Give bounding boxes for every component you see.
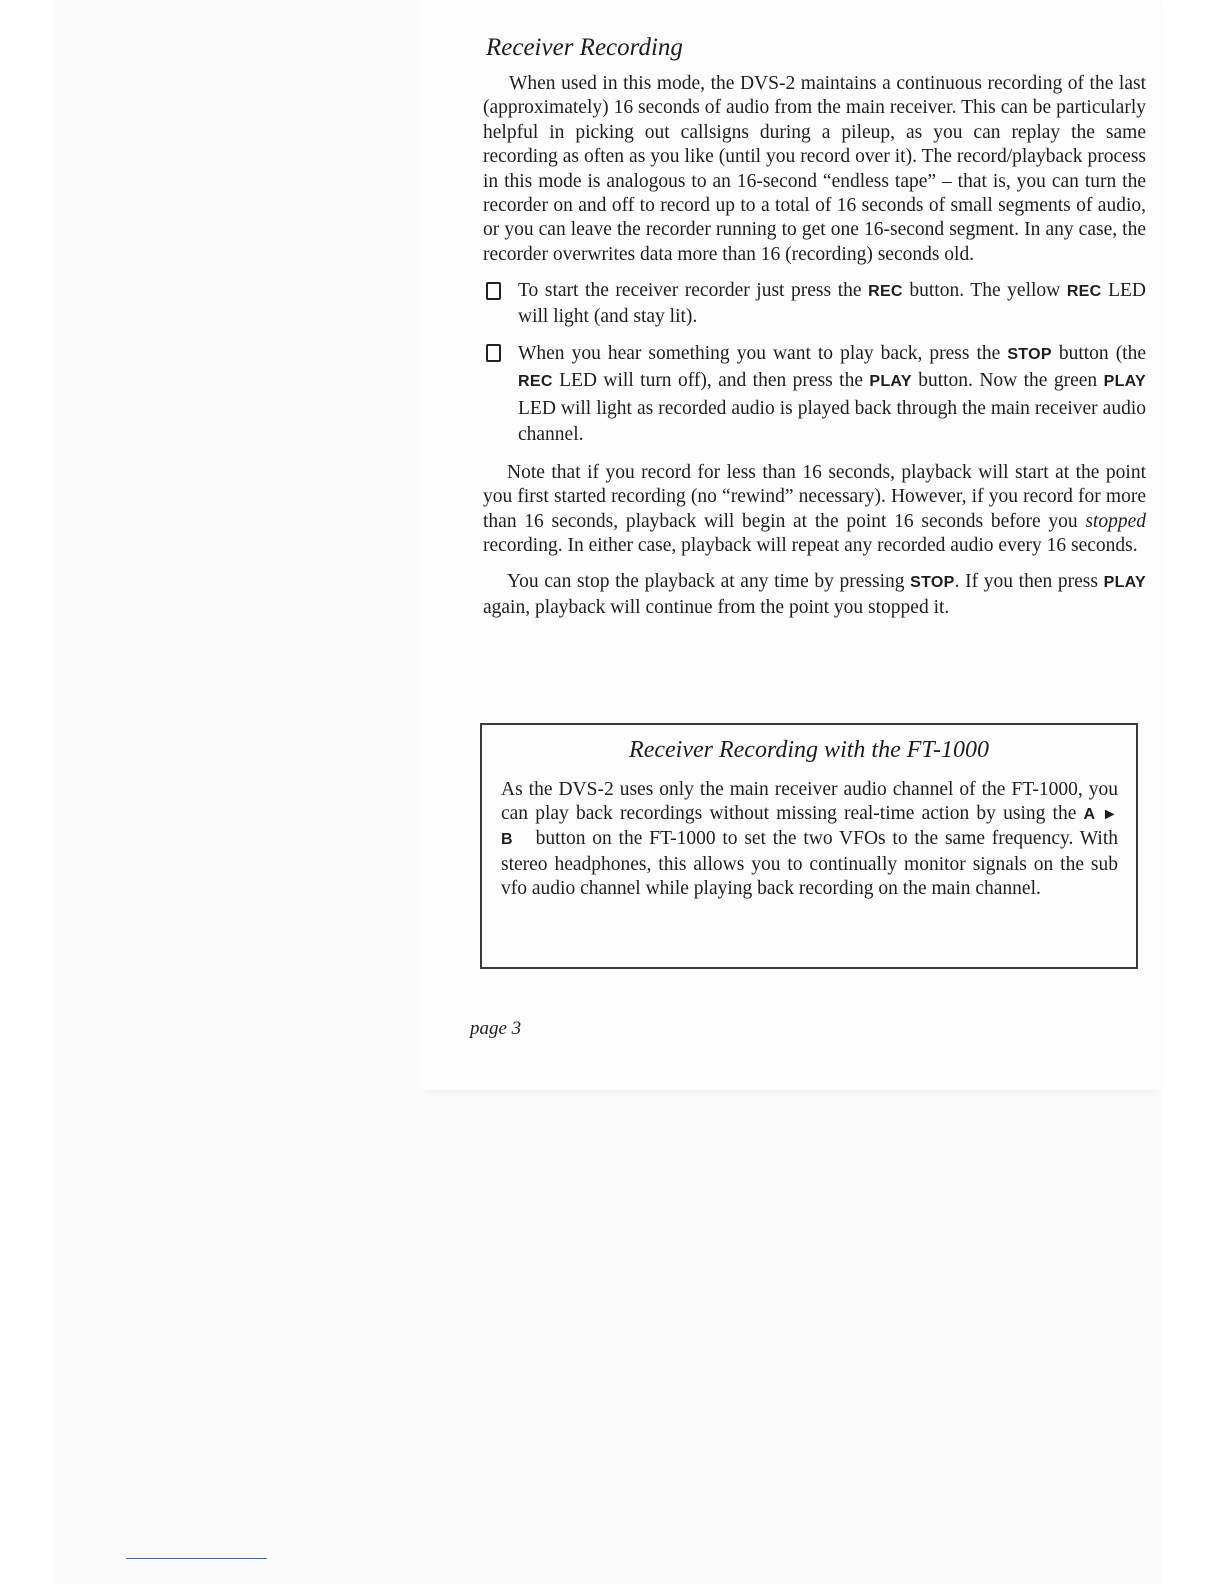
checkbox-icon xyxy=(486,282,501,300)
step-1-item xyxy=(483,279,1146,329)
stop-text-c: again, playback will continue from the point you stopped it. xyxy=(483,596,950,618)
scan-mark xyxy=(126,1558,267,1559)
stop-text-b: . If you then press xyxy=(954,571,1104,593)
step-1-text-a: To start the receiver recorder just press the xyxy=(518,280,869,302)
step-2-text-b: button (the xyxy=(1051,343,1147,365)
ab-key-label: A ► B xyxy=(501,806,1118,849)
callout-title: Receiver Recording with the FT-1000 xyxy=(629,737,989,763)
callout-text-b: button on the FT-1000 to set the two VFOs to the same frequency. With stereo headphones, this allows you to continually monitor signals on the sub vfo audio channel while playing back recording on the main channel. xyxy=(501,828,1118,899)
play-label: PLAY xyxy=(1103,574,1146,592)
page-number: page 3 xyxy=(470,1018,522,1039)
rec-led-label: REC xyxy=(1066,283,1102,301)
step-2-text-e: LED will light as recorded audio is played back through the main receiver audio channel. xyxy=(518,397,1146,446)
stop-label: STOP xyxy=(910,574,955,592)
stop-text-a: You can stop the playback at any time by pressing xyxy=(507,571,911,593)
stop-paragraph xyxy=(483,570,1146,620)
step-2-text-a: When you hear something you want to play back, press the xyxy=(518,343,1008,365)
step-1-text-c: LED will light (and stay lit). xyxy=(518,280,1146,327)
stop-button-label: STOP xyxy=(1007,346,1052,364)
callout-text-a: As the DVS-2 uses only the main receiver audio channel of the FT-1000, you can play back recordings without missing real-time action by using the xyxy=(501,779,1118,825)
rec-button-label: REC xyxy=(868,283,903,301)
section-heading: Receiver Recording xyxy=(486,34,683,61)
intro-paragraph: When used in this mode, the DVS-2 maintains a continuous recording of the last (approximately) 16 seconds of audio from the main receiver. This can be particularly helpful in picking out callsigns during a pileup, as you can replay the same recording as often as you like (until you record over it). The record/playback process in this mode is analogous to an 16-second “endless tape” – that is, you can turn the recorder on and off to record up to a total of 16 seconds of small segments of audio, or you can leave the recorder running to get one 16-second segment. In any case, the recorder overwrites data more than 16 (recording) seconds old. xyxy=(483,73,1146,265)
note-text-b: recording. In either case, playback will repeat any recorded audio every 16 seconds. xyxy=(483,534,1138,556)
note-text-a: Note that if you record for less than 16 seconds, playback will start at the point you first started recording (no “rewind” necessary). However, if you record for more than 16 seconds, playback will begin at the point 16 seconds before you xyxy=(483,461,1146,532)
play-led-label: PLAY xyxy=(1103,373,1146,391)
step-2-item xyxy=(483,341,1146,449)
rec-led-label: REC xyxy=(518,373,553,391)
step-2-text-c: LED will turn off), and then press the xyxy=(552,370,870,392)
note-emphasis: stopped xyxy=(1085,510,1146,532)
step-2-text-d: button. Now the green xyxy=(911,370,1104,392)
main-content xyxy=(483,34,1146,620)
callout-body xyxy=(501,778,1118,901)
note-paragraph xyxy=(483,461,1146,559)
callout-box xyxy=(480,723,1138,969)
step-1-text-b: button. The yellow xyxy=(902,280,1067,302)
checkbox-icon xyxy=(486,344,501,362)
play-button-label: PLAY xyxy=(869,373,912,391)
